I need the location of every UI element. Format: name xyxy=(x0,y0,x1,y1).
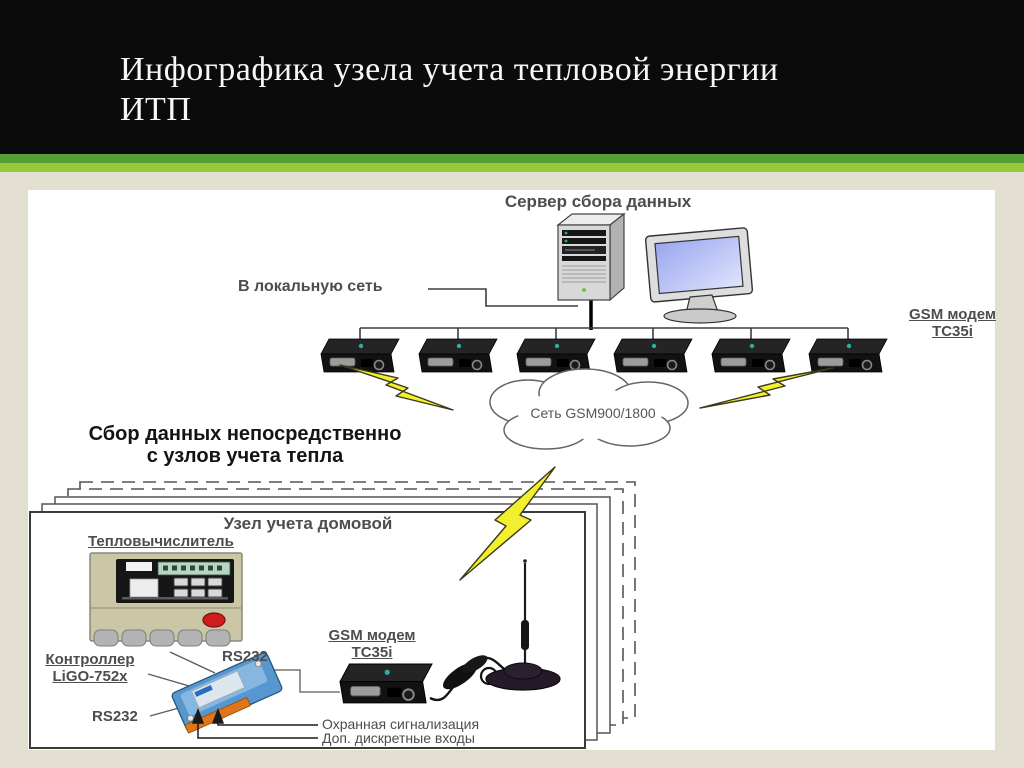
monitor-illustration xyxy=(645,228,752,323)
controller-label: Контроллер LiGO-752x xyxy=(45,651,135,685)
rs232-bottom-label: RS232 xyxy=(92,708,138,725)
card-title: Узел учета домовой xyxy=(223,514,393,533)
card-gsm-modem-label: GSM модем TC35i xyxy=(328,627,416,661)
rs232-top-label: RS232 xyxy=(222,648,268,665)
red-button xyxy=(203,613,225,627)
server-label: Сервер сбора данных xyxy=(504,192,692,211)
discrete-inputs-label: Доп. дискретные входы xyxy=(322,730,475,746)
cable-glands xyxy=(94,630,230,646)
collect-data-label: Сбор данных непосредственно с узлов учета тепла xyxy=(88,423,402,467)
accent-stripe-dark xyxy=(0,154,1024,163)
gsm-modem-top-label: GSM модем TC35i xyxy=(909,306,996,340)
alarm-label: Охранная сигнализация xyxy=(322,716,480,732)
server-illustration xyxy=(558,214,624,300)
lan-connector-line xyxy=(428,289,578,306)
accent-stripe-light xyxy=(0,163,1024,172)
diagram-panel xyxy=(28,190,995,750)
gsm-modem-row xyxy=(321,339,887,372)
diagram-graphics xyxy=(28,190,995,750)
slide-title: Инфографика узела учета тепловой энергии ИТП xyxy=(120,51,779,129)
lan-label: В локальную сеть xyxy=(238,278,383,295)
lightning-bolt-right xyxy=(700,368,833,408)
card-gsm-modem-illustration xyxy=(340,664,432,703)
heat-calculator-label: Тепловычислитель xyxy=(88,533,234,550)
slide-header xyxy=(0,0,1024,154)
cloud-label: Сеть GSM900/1800 xyxy=(530,405,656,421)
heat-calculator-illustration xyxy=(90,553,242,646)
